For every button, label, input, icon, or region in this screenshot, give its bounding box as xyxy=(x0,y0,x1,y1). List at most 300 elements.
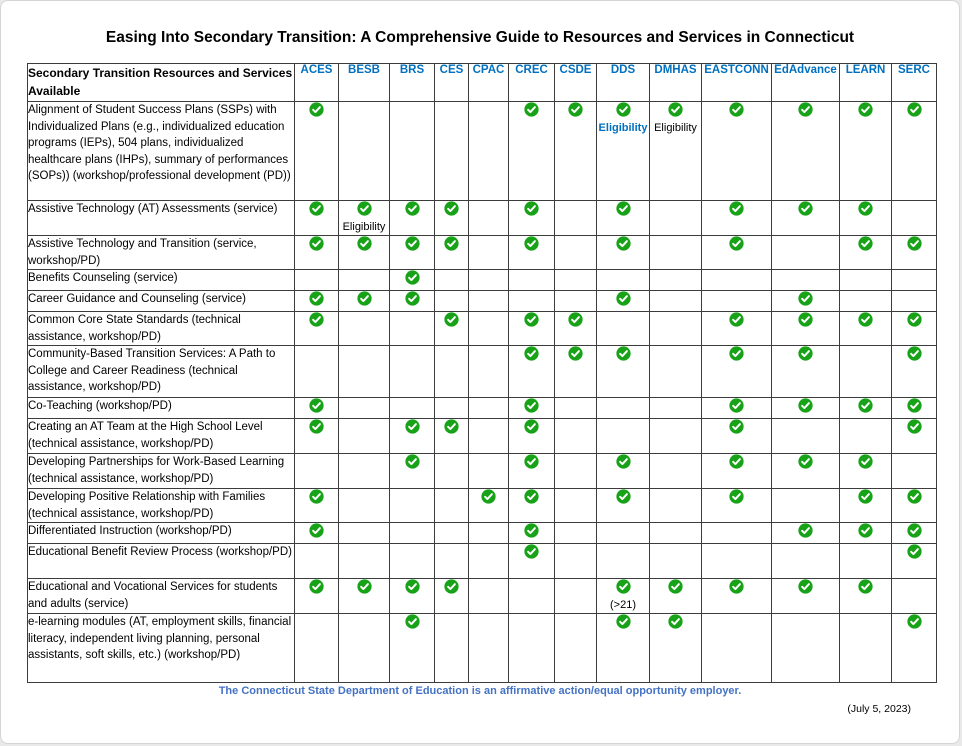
check-icon xyxy=(405,454,420,469)
cell-serc xyxy=(892,270,937,291)
cell-learn xyxy=(840,398,892,419)
cell-cpac xyxy=(469,523,509,544)
cell-learn xyxy=(840,291,892,312)
check-icon xyxy=(729,346,744,361)
cell-aces xyxy=(295,419,339,454)
cell-edadvance xyxy=(772,291,840,312)
cell-learn xyxy=(840,419,892,454)
column-header-cpac: CPAC xyxy=(469,64,509,102)
resource-label: Differentiated Instruction (workshop/PD) xyxy=(28,523,295,544)
cell-csde xyxy=(555,201,597,236)
cell-crec xyxy=(509,291,555,312)
resource-label: Common Core State Standards (technical assistance, workshop/PD) xyxy=(28,312,295,346)
cell-dmhas xyxy=(650,544,702,579)
cell-brs xyxy=(390,614,435,683)
cell-learn xyxy=(840,454,892,489)
cell-serc xyxy=(892,454,937,489)
cell-dds xyxy=(597,579,650,614)
resource-row xyxy=(28,201,937,236)
cell-dmhas xyxy=(650,523,702,544)
check-icon xyxy=(858,489,873,504)
resource-row xyxy=(28,614,937,683)
column-header-dds: DDS xyxy=(597,64,650,102)
column-header-dmhas: DMHAS xyxy=(650,64,702,102)
cell-besb xyxy=(339,454,390,489)
cell-csde xyxy=(555,102,597,201)
cell-eastconn xyxy=(702,489,772,523)
cell-brs xyxy=(390,579,435,614)
cell-csde xyxy=(555,579,597,614)
header-row xyxy=(28,64,937,102)
cell-cpac xyxy=(469,454,509,489)
date-label: (July 5, 2023) xyxy=(847,703,911,715)
table-corner-header: Secondary Transition Resources and Services Available xyxy=(28,64,295,102)
check-icon xyxy=(907,614,922,629)
cell-dds xyxy=(597,544,650,579)
check-icon xyxy=(798,454,813,469)
check-icon xyxy=(858,312,873,327)
footer-note: The Connecticut State Department of Education is an affirmative action/equal opportunity employer. xyxy=(218,685,742,697)
check-icon xyxy=(798,312,813,327)
check-icon xyxy=(524,236,539,251)
cell-eastconn xyxy=(702,102,772,201)
cell-learn xyxy=(840,102,892,201)
cell-aces xyxy=(295,454,339,489)
cell-serc xyxy=(892,201,937,236)
cell-dmhas xyxy=(650,236,702,270)
cell-eastconn xyxy=(702,346,772,398)
cell-dmhas xyxy=(650,346,702,398)
cell-csde xyxy=(555,346,597,398)
check-icon xyxy=(568,102,583,117)
column-header-brs: BRS xyxy=(390,64,435,102)
check-icon xyxy=(729,579,744,594)
cell-cpac xyxy=(469,579,509,614)
check-icon xyxy=(616,291,631,306)
cell-dmhas xyxy=(650,454,702,489)
cell-csde xyxy=(555,454,597,489)
resource-label: e-learning modules (AT, employment skills, financial literacy, independent living planning, personal assistants, soft skills, etc.) (workshop/PD) xyxy=(28,614,295,683)
cell-dds xyxy=(597,489,650,523)
cell-cpac xyxy=(469,346,509,398)
check-icon xyxy=(444,201,459,216)
check-icon xyxy=(729,489,744,504)
cell-crec xyxy=(509,398,555,419)
resource-label: Assistive Technology and Transition (service, workshop/PD) xyxy=(28,236,295,270)
cell-eastconn xyxy=(702,236,772,270)
cell-ces xyxy=(435,523,469,544)
check-icon xyxy=(729,398,744,413)
cell-edadvance xyxy=(772,270,840,291)
check-icon xyxy=(907,312,922,327)
column-header-besb: BESB xyxy=(339,64,390,102)
column-header-csde: CSDE xyxy=(555,64,597,102)
cell-edadvance xyxy=(772,614,840,683)
table-body xyxy=(28,102,937,683)
cell-brs xyxy=(390,398,435,419)
cell-dmhas xyxy=(650,201,702,236)
cell-learn xyxy=(840,201,892,236)
check-icon xyxy=(616,614,631,629)
cell-brs xyxy=(390,201,435,236)
cell-ces xyxy=(435,398,469,419)
check-icon xyxy=(798,102,813,117)
resource-row xyxy=(28,346,937,398)
check-icon xyxy=(405,291,420,306)
cell-dmhas xyxy=(650,270,702,291)
check-icon xyxy=(907,419,922,434)
cell-crec xyxy=(509,346,555,398)
cell-cpac xyxy=(469,489,509,523)
cell-csde xyxy=(555,544,597,579)
cell-edadvance xyxy=(772,523,840,544)
cell-edadvance xyxy=(772,312,840,346)
page-title: Easing Into Secondary Transition: A Comprehensive Guide to Resources and Services in Connecticut xyxy=(105,29,855,46)
cell-csde xyxy=(555,398,597,419)
check-icon xyxy=(444,579,459,594)
cell-besb xyxy=(339,489,390,523)
check-icon xyxy=(309,419,324,434)
cell-csde xyxy=(555,312,597,346)
cell-ces xyxy=(435,454,469,489)
cell-cpac xyxy=(469,398,509,419)
cell-edadvance xyxy=(772,489,840,523)
check-icon xyxy=(729,102,744,117)
cell-cpac xyxy=(469,236,509,270)
cell-dds xyxy=(597,312,650,346)
cell-dds xyxy=(597,270,650,291)
cell-edadvance xyxy=(772,544,840,579)
check-icon xyxy=(858,398,873,413)
cell-aces xyxy=(295,489,339,523)
check-icon xyxy=(309,201,324,216)
cell-brs xyxy=(390,291,435,312)
cell-crec xyxy=(509,489,555,523)
cell-learn xyxy=(840,312,892,346)
cell-crec xyxy=(509,523,555,544)
cell-aces xyxy=(295,614,339,683)
cell-ces xyxy=(435,291,469,312)
cell-serc xyxy=(892,523,937,544)
check-icon xyxy=(444,419,459,434)
cell-dmhas xyxy=(650,291,702,312)
note-text: Eligibility xyxy=(654,122,697,134)
check-icon xyxy=(858,236,873,251)
cell-dds xyxy=(597,102,650,201)
resource-row xyxy=(28,544,937,579)
cell-eastconn xyxy=(702,270,772,291)
check-icon xyxy=(405,579,420,594)
check-icon xyxy=(357,291,372,306)
cell-dmhas xyxy=(650,419,702,454)
cell-learn xyxy=(840,579,892,614)
column-header-aces: ACES xyxy=(295,64,339,102)
cell-serc xyxy=(892,291,937,312)
resource-row xyxy=(28,270,937,291)
cell-csde xyxy=(555,291,597,312)
cell-learn xyxy=(840,346,892,398)
check-icon xyxy=(858,102,873,117)
check-icon xyxy=(405,419,420,434)
cell-serc xyxy=(892,489,937,523)
check-icon xyxy=(309,398,324,413)
cell-eastconn xyxy=(702,201,772,236)
cell-ces xyxy=(435,614,469,683)
check-icon xyxy=(616,346,631,361)
cell-besb xyxy=(339,544,390,579)
check-icon xyxy=(798,291,813,306)
cell-dmhas xyxy=(650,102,702,201)
check-icon xyxy=(907,398,922,413)
cell-ces xyxy=(435,312,469,346)
cell-csde xyxy=(555,419,597,454)
cell-dmhas xyxy=(650,489,702,523)
cell-cpac xyxy=(469,270,509,291)
check-icon xyxy=(357,236,372,251)
cell-besb xyxy=(339,201,390,236)
cell-csde xyxy=(555,270,597,291)
check-icon xyxy=(798,201,813,216)
cell-aces xyxy=(295,312,339,346)
check-icon xyxy=(568,346,583,361)
column-header-learn: LEARN xyxy=(840,64,892,102)
cell-eastconn xyxy=(702,312,772,346)
cell-serc xyxy=(892,236,937,270)
cell-learn xyxy=(840,270,892,291)
cell-dmhas xyxy=(650,614,702,683)
cell-edadvance xyxy=(772,454,840,489)
check-icon xyxy=(616,489,631,504)
resource-row xyxy=(28,523,937,544)
cell-besb xyxy=(339,291,390,312)
cell-aces xyxy=(295,270,339,291)
cell-dds xyxy=(597,291,650,312)
resource-label: Developing Partnerships for Work-Based Learning (technical assistance, workshop/PD) xyxy=(28,454,295,489)
cell-serc xyxy=(892,346,937,398)
check-icon xyxy=(524,419,539,434)
note-text: (>21) xyxy=(610,599,636,611)
cell-ces xyxy=(435,579,469,614)
cell-serc xyxy=(892,579,937,614)
cell-edadvance xyxy=(772,236,840,270)
column-header-edadvance: EdAdvance xyxy=(772,64,840,102)
resource-label: Alignment of Student Success Plans (SSPs) with Individualized Plans (e.g., individualized education programs (IEPs), 504 plans, individualized healthcare plans (IHPs), summary of performances (SOPs)) (workshop/professional development (PD)) xyxy=(28,102,295,201)
cell-aces xyxy=(295,579,339,614)
check-icon xyxy=(907,102,922,117)
check-icon xyxy=(798,346,813,361)
check-icon xyxy=(616,102,631,117)
cell-edadvance xyxy=(772,201,840,236)
cell-eastconn xyxy=(702,398,772,419)
cell-serc xyxy=(892,398,937,419)
check-icon xyxy=(444,312,459,327)
resource-label: Developing Positive Relationship with Families (technical assistance, workshop/PD) xyxy=(28,489,295,523)
cell-serc xyxy=(892,102,937,201)
cell-ces xyxy=(435,102,469,201)
resource-row xyxy=(28,312,937,346)
check-icon xyxy=(405,236,420,251)
check-icon xyxy=(357,579,372,594)
column-header-crec: CREC xyxy=(509,64,555,102)
cell-cpac xyxy=(469,312,509,346)
check-icon xyxy=(309,236,324,251)
check-icon xyxy=(668,614,683,629)
cell-besb xyxy=(339,102,390,201)
resource-row xyxy=(28,291,937,312)
check-icon xyxy=(729,236,744,251)
cell-cpac xyxy=(469,614,509,683)
cell-crec xyxy=(509,544,555,579)
cell-ces xyxy=(435,489,469,523)
cell-aces xyxy=(295,544,339,579)
check-icon xyxy=(309,523,324,538)
cell-aces xyxy=(295,236,339,270)
cell-edadvance xyxy=(772,419,840,454)
cell-cpac xyxy=(469,544,509,579)
column-header-ces: CES xyxy=(435,64,469,102)
check-icon xyxy=(907,523,922,538)
check-icon xyxy=(798,523,813,538)
cell-brs xyxy=(390,419,435,454)
cell-aces xyxy=(295,102,339,201)
check-icon xyxy=(858,579,873,594)
cell-csde xyxy=(555,489,597,523)
cell-dds xyxy=(597,236,650,270)
cell-brs xyxy=(390,346,435,398)
check-icon xyxy=(668,102,683,117)
cell-learn xyxy=(840,544,892,579)
resource-label: Creating an AT Team at the High School Level (technical assistance, workshop/PD) xyxy=(28,419,295,454)
cell-ces xyxy=(435,270,469,291)
cell-eastconn xyxy=(702,579,772,614)
cell-crec xyxy=(509,579,555,614)
cell-ces xyxy=(435,419,469,454)
check-icon xyxy=(668,579,683,594)
cell-aces xyxy=(295,201,339,236)
check-icon xyxy=(858,201,873,216)
cell-brs xyxy=(390,523,435,544)
cell-eastconn xyxy=(702,419,772,454)
cell-learn xyxy=(840,523,892,544)
check-icon xyxy=(616,201,631,216)
cell-edadvance xyxy=(772,102,840,201)
cell-brs xyxy=(390,544,435,579)
check-icon xyxy=(524,398,539,413)
cell-dds xyxy=(597,614,650,683)
resource-label: Educational Benefit Review Process (workshop/PD) xyxy=(28,544,295,579)
cell-besb xyxy=(339,270,390,291)
cell-aces xyxy=(295,346,339,398)
resource-row xyxy=(28,102,937,201)
cell-crec xyxy=(509,102,555,201)
cell-edadvance xyxy=(772,346,840,398)
cell-brs xyxy=(390,270,435,291)
cell-besb xyxy=(339,312,390,346)
check-icon xyxy=(444,236,459,251)
check-icon xyxy=(616,454,631,469)
check-icon xyxy=(907,236,922,251)
cell-serc xyxy=(892,544,937,579)
check-icon xyxy=(524,523,539,538)
check-icon xyxy=(309,102,324,117)
cell-besb xyxy=(339,398,390,419)
check-icon xyxy=(357,201,372,216)
cell-learn xyxy=(840,236,892,270)
cell-besb xyxy=(339,346,390,398)
cell-crec xyxy=(509,201,555,236)
check-icon xyxy=(524,346,539,361)
check-icon xyxy=(524,312,539,327)
check-icon xyxy=(405,270,420,285)
check-icon xyxy=(524,544,539,559)
check-icon xyxy=(524,489,539,504)
cell-edadvance xyxy=(772,579,840,614)
cell-dmhas xyxy=(650,398,702,419)
check-icon xyxy=(309,489,324,504)
cell-csde xyxy=(555,236,597,270)
check-icon xyxy=(798,398,813,413)
cell-cpac xyxy=(469,419,509,454)
check-icon xyxy=(524,454,539,469)
check-icon xyxy=(309,312,324,327)
cell-cpac xyxy=(469,102,509,201)
check-icon xyxy=(405,201,420,216)
column-header-serc: SERC xyxy=(892,64,937,102)
check-icon xyxy=(858,454,873,469)
check-icon xyxy=(907,489,922,504)
check-icon xyxy=(907,346,922,361)
cell-eastconn xyxy=(702,523,772,544)
cell-brs xyxy=(390,312,435,346)
check-icon xyxy=(405,614,420,629)
check-icon xyxy=(729,454,744,469)
cell-eastconn xyxy=(702,544,772,579)
cell-ces xyxy=(435,346,469,398)
cell-csde xyxy=(555,523,597,544)
check-icon xyxy=(568,312,583,327)
resource-row xyxy=(28,489,937,523)
column-header-eastconn: EASTCONN xyxy=(702,64,772,102)
cell-besb xyxy=(339,579,390,614)
cell-ces xyxy=(435,544,469,579)
cell-ces xyxy=(435,236,469,270)
resource-label: Assistive Technology (AT) Assessments (service) xyxy=(28,201,295,236)
cell-eastconn xyxy=(702,614,772,683)
cell-aces xyxy=(295,398,339,419)
table-header xyxy=(28,64,937,102)
resource-label: Career Guidance and Counseling (service) xyxy=(28,291,295,312)
cell-besb xyxy=(339,419,390,454)
resource-label: Community-Based Transition Services: A Path to College and Career Readiness (technical assistance, workshop/PD) xyxy=(28,346,295,398)
cell-cpac xyxy=(469,201,509,236)
check-icon xyxy=(524,201,539,216)
cell-learn xyxy=(840,489,892,523)
cell-serc xyxy=(892,614,937,683)
cell-brs xyxy=(390,236,435,270)
cell-besb xyxy=(339,236,390,270)
cell-crec xyxy=(509,454,555,489)
cell-serc xyxy=(892,419,937,454)
check-icon xyxy=(309,291,324,306)
cell-crec xyxy=(509,270,555,291)
cell-besb xyxy=(339,523,390,544)
resource-row xyxy=(28,419,937,454)
check-icon xyxy=(729,312,744,327)
cell-brs xyxy=(390,102,435,201)
cell-dds xyxy=(597,346,650,398)
cell-brs xyxy=(390,489,435,523)
resource-label: Benefits Counseling (service) xyxy=(28,270,295,291)
